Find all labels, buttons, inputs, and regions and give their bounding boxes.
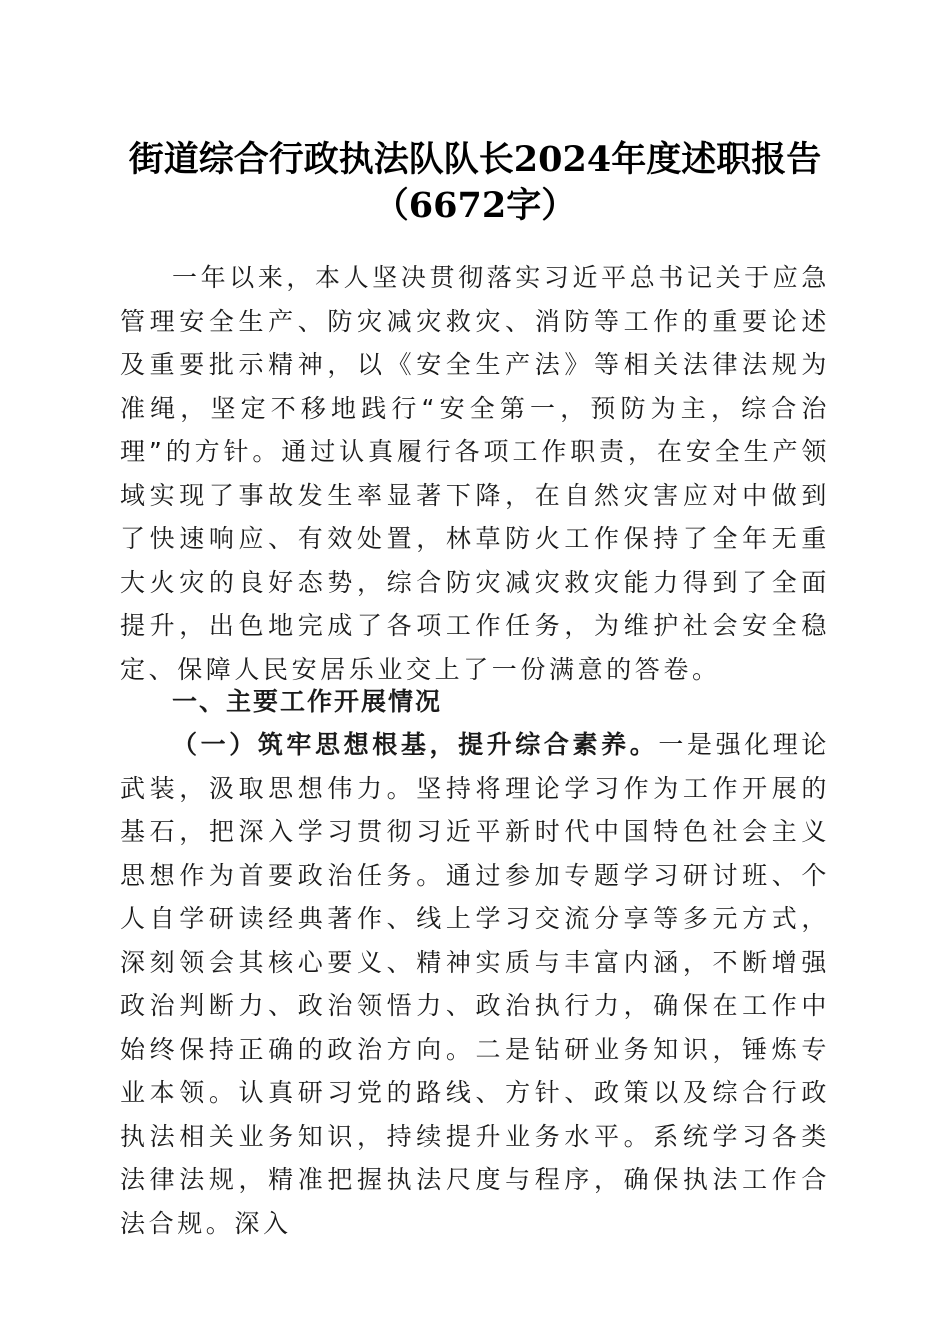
- subsection-lead: （一）筑牢思想根基，提升综合素养。: [172, 730, 659, 759]
- section-heading: 一、主要工作开展情况: [172, 687, 443, 716]
- document-title: 街道综合行政执法队队长2024年度述职报告: [128, 139, 822, 180]
- subsection-body: 一是强化理论武装，汲取思想伟力。坚持将理论学习作为工作开展的基石，把深入学习贯彻习近平新时代中国特色社会主义思想作为首要政治任务。通过参加专题学习研讨班、个人自学研读经典著作、线上学习交流分享等多元方式，深刻领会其核心要义、精神实质与丰富内涵，不断增强政治判断力、政治领悟力、政治执行力，确保在工作中始终保持正确的政治方向。二是钻研业务知识，锤炼专业本领。认真研习党的路线、方针、政策以及综合行政执法相关业务知识，持续提升业务水平。系统学习各类法律法规，精准把握执法尺度与程序，确保执法工作合法合规。深入: [120, 730, 831, 1238]
- section-paragraph: [120, 723, 830, 1245]
- intro-paragraph: 一年以来，本人坚决贯彻落实习近平总书记关于应急管理安全生产、防灾减灾救灾、消防等工作的重要论述及重要批示精神，以《安全生产法》等相关法律法规为准绳，坚定不移地践行“安全第一，预防为主，综合治理”的方针。通过认真履行各项工作职责，在安全生产领域实现了事故发生率显著下降，在自然灾害应对中做到了快速响应、有效处置，林草防火工作保持了全年无重大火灾的良好态势，综合防灾减灾救灾能力得到了全面提升，出色地完成了各项工作任务，为维护社会安全稳定、保障人民安居乐业交上了一份满意的答卷。: [120, 263, 830, 684]
- document-word-count: （6672字）: [373, 185, 577, 226]
